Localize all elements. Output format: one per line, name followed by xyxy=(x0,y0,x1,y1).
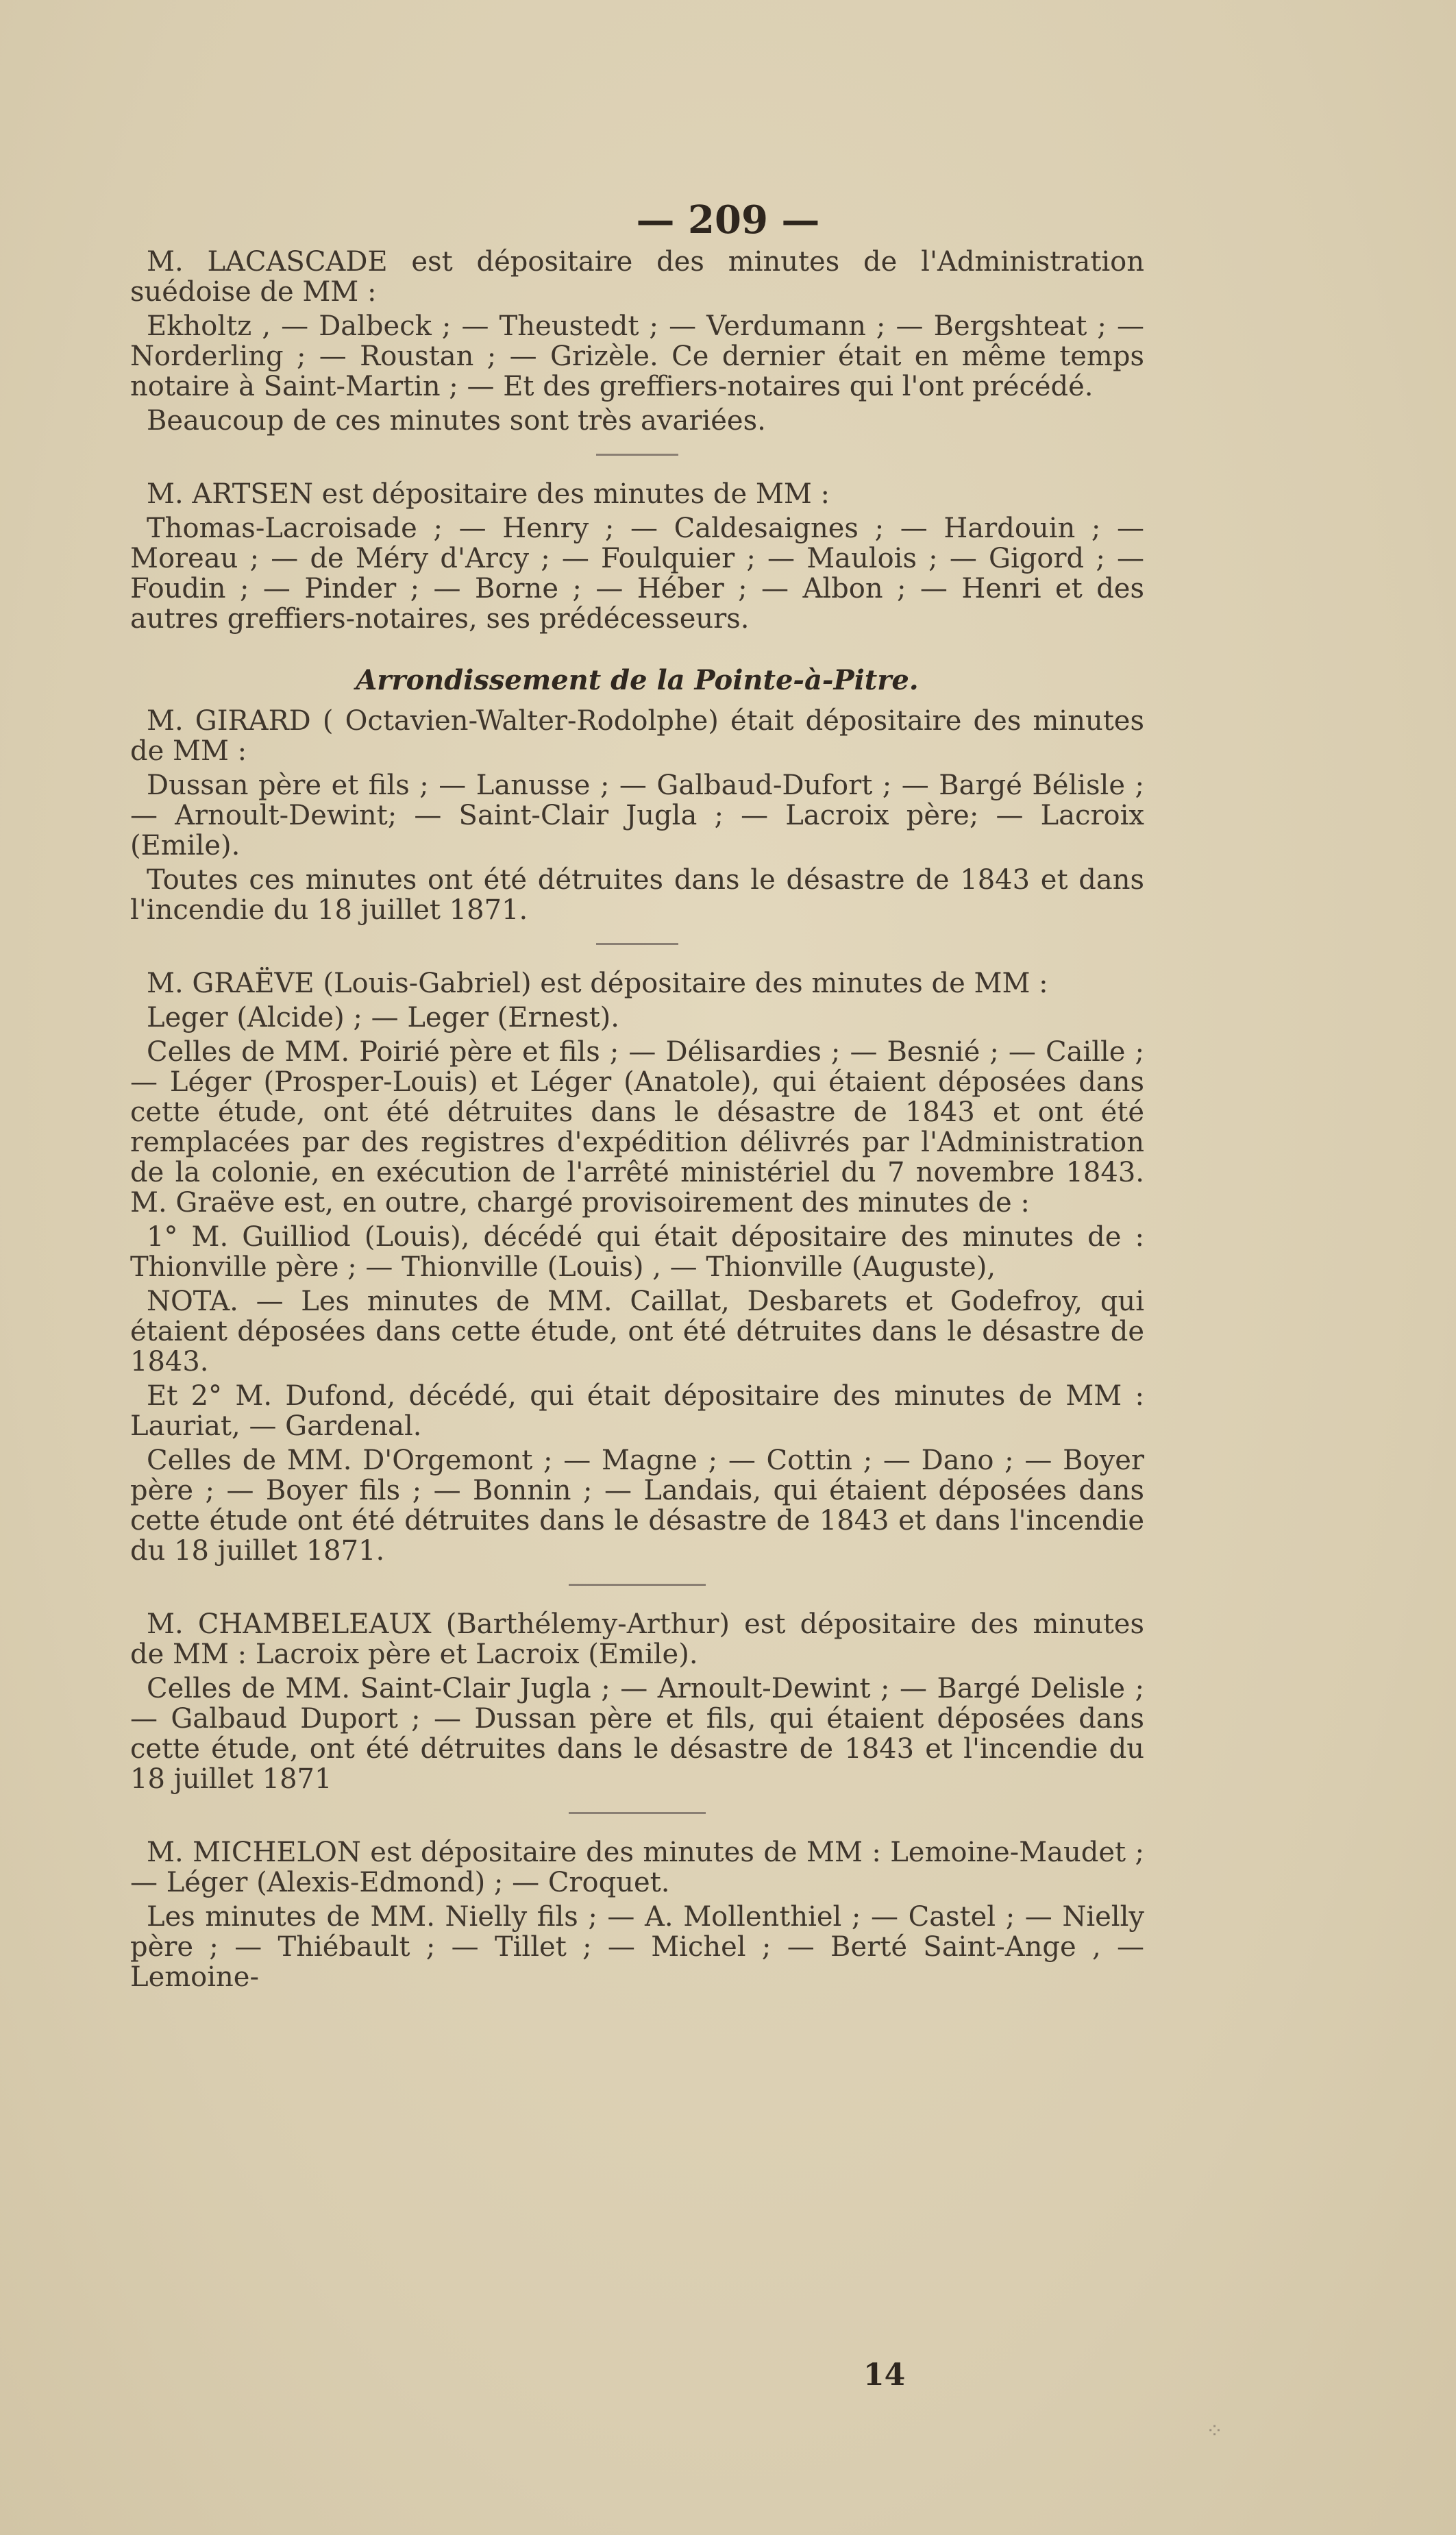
separator-rule xyxy=(596,943,678,945)
paragraph-lacascade-list: Ekholtz , — Dalbeck ; — Theustedt ; — Verdumann ; — Bergshteat ; — Norderling ; — Roustan ; — Grizèle. Ce dernier était en même temps notaire à Saint-Martin ; — Et des greffiers-notaires qui l'ont précédé. xyxy=(130,310,1144,402)
paragraph-girard-list: Dussan père et fils ; — Lanusse ; — Galbaud-Dufort ; — Bargé Bélisle ; — Arnoult-Dewint; — Saint-Clair Jugla ; — Lacroix père; — Lacroix (Emile). xyxy=(130,770,1144,861)
paragraph-artsen-list: Thomas-Lacroisade ; — Henry ; — Caldesaignes ; — Hardouin ; — Moreau ; — de Méry d'Arcy ; — Foulquier ; — Maulois ; — Gigord ; — Foudin ; — Pinder ; — Borne ; — Héber ; — Albon ; — Henri et des autres greffiers-notaires, ses prédécesseurs. xyxy=(130,513,1144,635)
separator-rule xyxy=(596,454,678,456)
paragraph-girard: M. GIRARD ( Octavien-Walter-Rodolphe) était dépositaire des minutes de MM : xyxy=(130,705,1144,767)
signature-mark: 14 xyxy=(863,2358,906,2392)
paragraph-graeve-p5: Celles de MM. D'Orgemont ; — Magne ; — Cottin ; — Dano ; — Boyer père ; — Boyer fils ; — Bonnin ; — Landais, qui étaient déposées dans cette étude ont été détruites dans le désastre de 1843 et dans l'incendie du 18 juillet 1871. xyxy=(130,1445,1144,1567)
paragraph-michelon-p2: Les minutes de MM. Nielly fils ; — A. Mollenthiel ; — Castel ; — Nielly père ; — Thiébault ; — Tillet ; — Michel ; — Berté Saint-Ange , — Lemoine- xyxy=(130,1901,1144,1993)
paragraph-girard-note: Toutes ces minutes ont été détruites dans le désastre de 1843 et dans l'incendie du 18 juillet 1871. xyxy=(130,864,1144,926)
paragraph-graeve-p3: 1° M. Guilliod (Louis), décédé qui était dépositaire des minutes de : Thionville père ; — Thionville (Louis) , — Thionville (Auguste), xyxy=(130,1221,1144,1283)
paragraph-lacascade-note: Beaucoup de ces minutes sont très avariées. xyxy=(147,405,766,437)
paragraph-graeve-p2: Celles de MM. Poirié père et fils ; — Délisardies ; — Besnié ; — Caille ; — Léger (Prosper-Louis) et Léger (Anatole), qui étaient déposées dans cette étude, ont été détruites dans le désastre de 1843 et ont été remplacées par des registres d'expédition délivrés par l'Administration de la colonie, en exécution de l'arrêté ministériel du 7 novembre 1843. M. Graëve est, en outre, chargé provisoirement des minutes de : xyxy=(130,1036,1144,1218)
paragraph-graeve-list: Leger (Alcide) ; — Leger (Ernest). xyxy=(147,1002,619,1033)
page-number: — 209 — xyxy=(636,197,820,243)
separator-rule xyxy=(569,1584,706,1586)
section-heading: Arrondissement de la Pointe-à-Pitre. xyxy=(356,664,919,696)
text-column xyxy=(130,247,1144,1996)
paragraph-graeve: M. GRAËVE (Louis-Gabriel) est dépositaire des minutes de MM : xyxy=(147,968,1048,999)
separator-rule xyxy=(569,1812,706,1814)
paragraph-artsen: M. ARTSEN est dépositaire des minutes de MM : xyxy=(147,478,830,510)
paragraph-graeve-nota: NOTA. — Les minutes de MM. Caillat, Desbarets et Godefroy, qui étaient déposées dans cette étude, ont été détruites dans le désastre de 1843. xyxy=(130,1286,1144,1377)
paragraph-michelon: M. MICHELON est dépositaire des minutes de MM : Lemoine-Maudet ; — Léger (Alexis-Edmond) ; — Croquet. xyxy=(130,1837,1144,1898)
paper-speck-decoration: ⁘ xyxy=(1206,2419,1224,2443)
paragraph-lacascade: M. LACASCADE est dépositaire des minutes de l'Administration suédoise de MM : xyxy=(130,246,1144,308)
paragraph-graeve-p4: Et 2° M. Dufond, décédé, qui était dépositaire des minutes de MM : Lauriat, — Gardenal. xyxy=(130,1380,1144,1442)
paragraph-chambeleaux: M. CHAMBELEAUX (Barthélemy-Arthur) est dépositaire des minutes de MM : Lacroix père et Lacroix (Emile). xyxy=(130,1608,1144,1670)
paragraph-chambeleaux-p2: Celles de MM. Saint-Clair Jugla ; — Arnoult-Dewint ; — Bargé Delisle ; — Galbaud Duport ; — Dussan père et fils, qui étaient déposées dans cette étude, ont été détruites dans le désastre de 1843 et l'incendie du 18 juillet 1871 xyxy=(130,1673,1144,1795)
